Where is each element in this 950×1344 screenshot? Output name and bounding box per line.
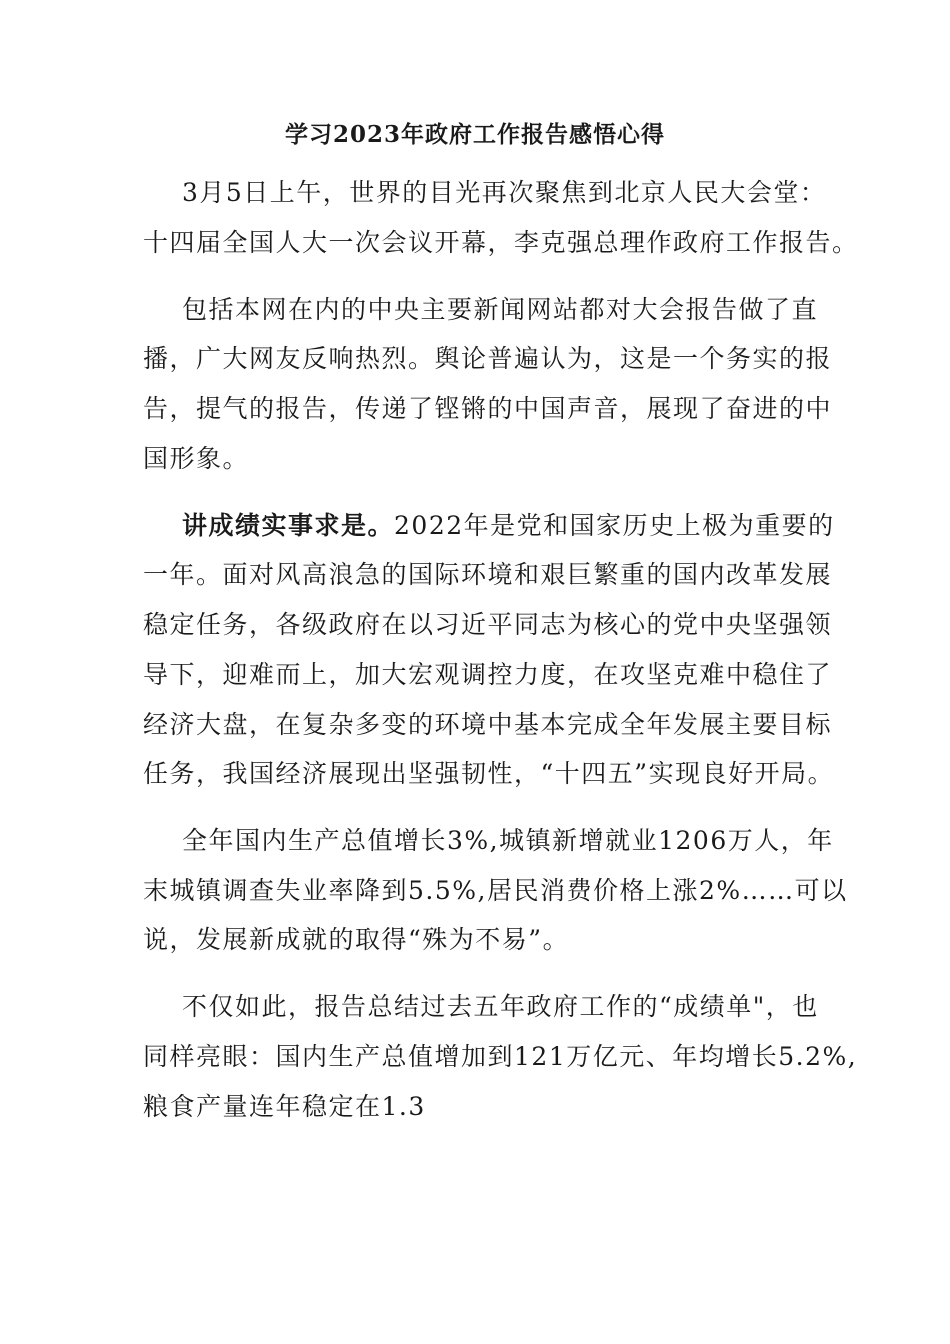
- paragraph-5-line-3: 粮食产量连年稳定在1.3: [143, 1092, 426, 1121]
- paragraph-2-line-4: 国形象。: [143, 444, 250, 473]
- paragraph-3-lead: 讲成绩实事求是。: [182, 511, 395, 540]
- paragraph-1-line-1: 3月5日上午，世界的目光再次聚焦到北京人民大会堂：: [182, 178, 827, 207]
- paragraph-4-line-3: 说，发展新成就的取得“殊为不易”。: [143, 925, 570, 954]
- paragraph-3-line-2: 一年。面对风高浪急的国际环境和艰巨繁重的国内改革发展: [143, 560, 833, 589]
- paragraph-2-line-1: 包括本网在内的中央主要新闻网站都对大会报告做了直: [182, 295, 819, 324]
- paragraph-3-line-1: [182, 509, 835, 543]
- paragraph-5-line-1: 不仅如此，报告总结过去五年政府工作的“成绩单"，也: [182, 992, 819, 1021]
- paragraph-3-line-6: 任务，我国经济展现出坚强韧性，“十四五”实现良好开局。: [143, 759, 835, 788]
- paragraph-4-line-1: 全年国内生产总值增长3%,城镇新增就业1206万人，年: [182, 826, 834, 855]
- page-title: 学习2023年政府工作报告感悟心得: [284, 121, 665, 148]
- paragraph-3-line-3: 稳定任务，各级政府在以习近平同志为核心的党中央坚强领: [143, 610, 833, 639]
- paragraph-1-line-2: 十四届全国人大一次会议开幕，李克强总理作政府工作报告。: [143, 228, 859, 257]
- paragraph-5-line-2: 同样亮眼：国内生产总值增加到121万亿元、年均增长5.2%,: [143, 1042, 858, 1071]
- paragraph-2-line-3: 告，提气的报告，传递了铿锵的中国声音，展现了奋进的中: [143, 394, 833, 423]
- paragraph-4-line-2: 末城镇调查失业率降到5.5%,居民消费价格上涨2%……可以: [143, 876, 848, 905]
- paragraph-3-line-1-text: 2022年是党和国家历史上极为重要的: [394, 511, 835, 540]
- paragraph-3-line-4: 导下，迎难而上，加大宏观调控力度，在攻坚克难中稳住了: [143, 660, 833, 689]
- paragraph-2-line-2: 播，广大网友反响热烈。舆论普遍认为，这是一个务实的报: [143, 344, 833, 373]
- paragraph-3-line-5: 经济大盘，在复杂多变的环境中基本完成全年发展主要目标: [143, 710, 833, 739]
